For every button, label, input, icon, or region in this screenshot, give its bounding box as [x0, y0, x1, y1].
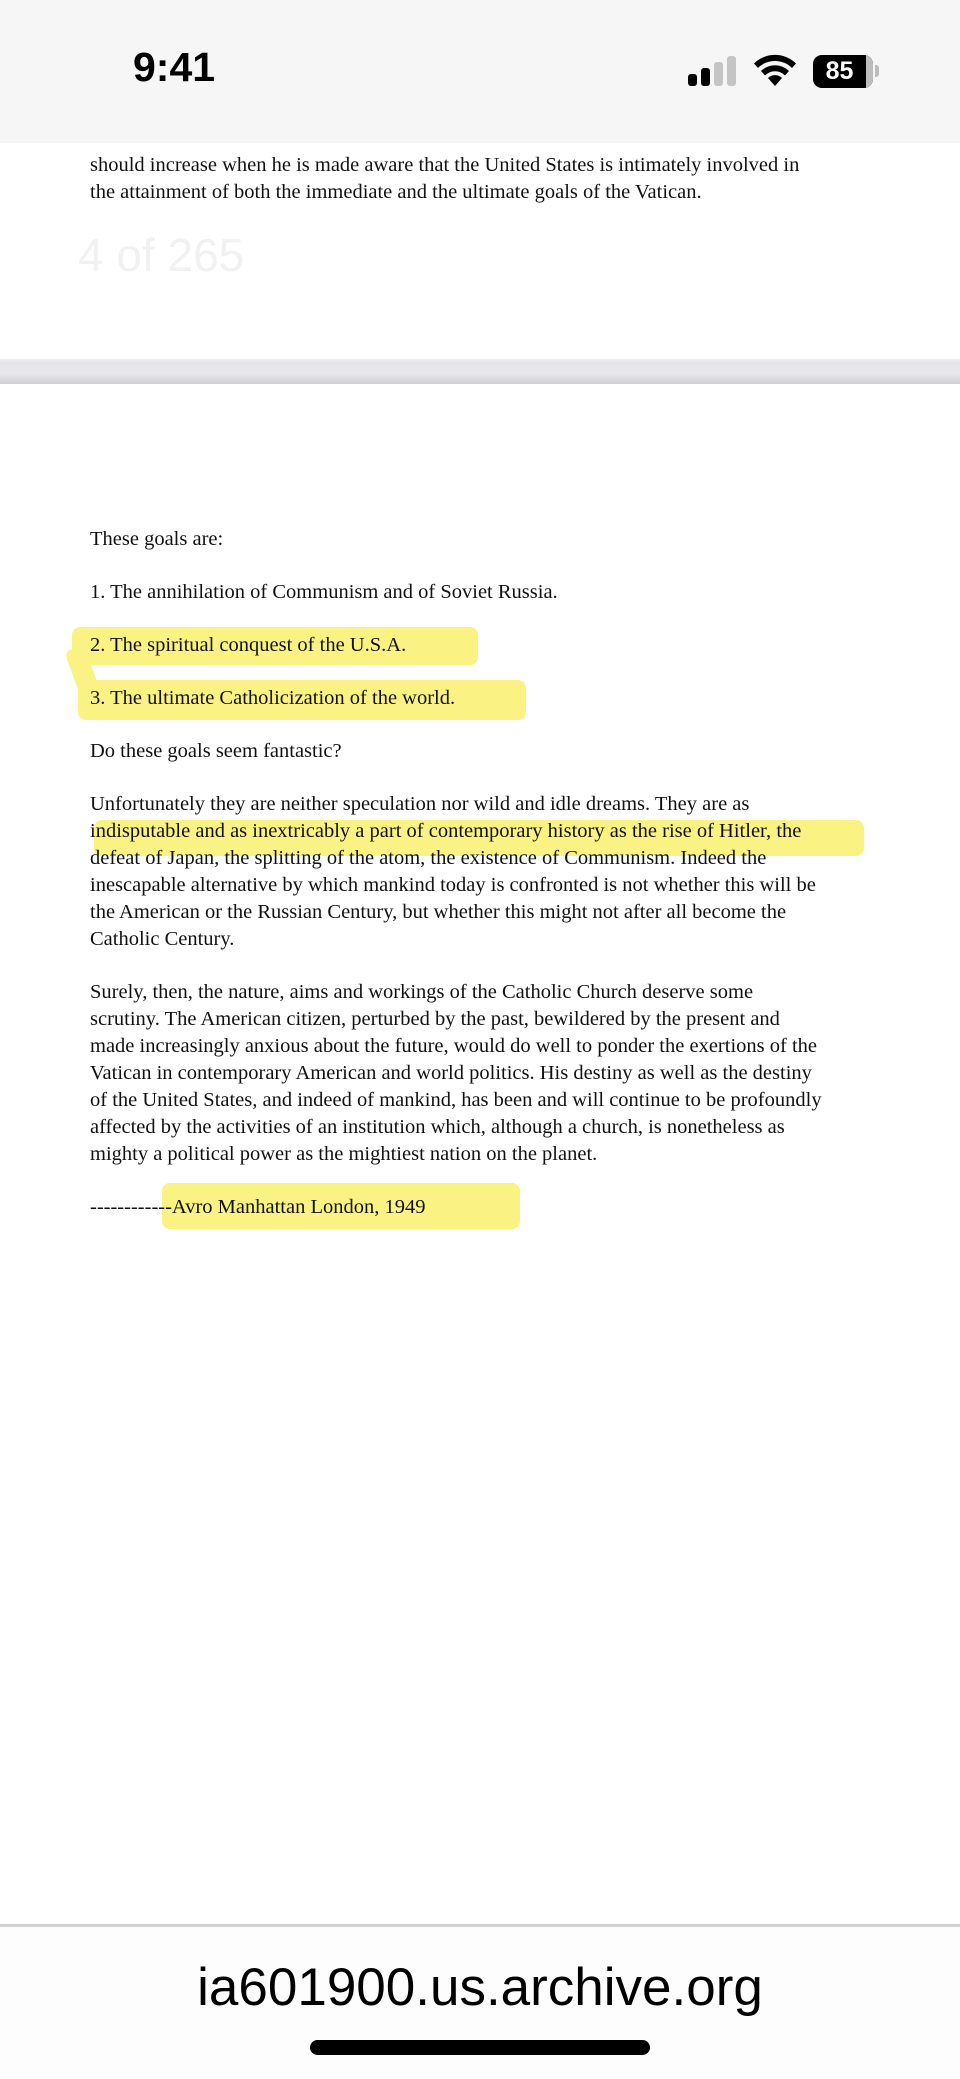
page-text [90, 526, 920, 1221]
text-line: the American or the Russian Century, but whether this might not after all become the [90, 901, 787, 923]
text-line: mighty a political power as the mightiest nation on the planet. [90, 1143, 598, 1165]
url-display[interactable]: ia601900.us.archive.org [197, 1958, 763, 2017]
highlighted-text: ndisputable and as inextricably a part of contemporary history as the rise of Hitler, [95, 820, 772, 842]
battery-percent: 85 [825, 57, 854, 85]
attribution-text: Avro Manhattan London, 1949 [171, 1196, 426, 1218]
text-line: made increasingly anxious about the future, would do well to ponder the exertions of the [90, 1035, 817, 1057]
page-indicator: 4 of 265 [78, 229, 245, 281]
goal-item-highlighted [90, 632, 920, 659]
text-line: should increase when he is made aware that the United States is intimately involved in [90, 154, 800, 176]
page-text [90, 152, 920, 206]
signal-bar [688, 74, 697, 86]
signal-bar [701, 68, 710, 86]
cellular-signal-icon [688, 56, 738, 86]
text-line: of the United States, and indeed of mankind, has been and will continue to be profoundly [90, 1089, 822, 1111]
goals-intro: These goals are: [90, 528, 224, 550]
text-line: affected by the activities of an institution which, although a church, is nonetheless as [90, 1116, 785, 1138]
text-line: the attainment of both the immediate and the ultimate goals of the Vatican. [90, 181, 702, 203]
question-line: Do these goals seem fantastic? [90, 740, 342, 762]
status-time: 9:41 [133, 44, 216, 90]
signal-bar [714, 62, 723, 86]
pdf-page-current [0, 384, 960, 1924]
text-fragment: the [771, 820, 802, 842]
text-line: defeat of Japan, the splitting of the atom, the existence of Communism. Indeed the [90, 847, 767, 869]
address-bar[interactable] [0, 1927, 960, 2079]
text-fragment: i [90, 820, 96, 842]
battery-empty-segment [866, 55, 873, 88]
text-line: Unfortunately they are neither speculation nor wild and idle dreams. They are as [90, 793, 750, 815]
text-line: Catholic Century. [90, 928, 235, 950]
text-line-highlighted [90, 818, 920, 845]
battery-tip [875, 65, 879, 77]
goal-text: 2. The spiritual conquest of the U.S.A. [90, 634, 407, 656]
page-separator [0, 359, 960, 384]
home-indicator[interactable] [310, 2040, 650, 2055]
wifi-icon [753, 54, 797, 88]
attribution-dashes: ------------ [90, 1196, 172, 1218]
battery-icon [813, 55, 873, 88]
goal-item-highlighted [90, 685, 920, 712]
text-line: Vatican in contemporary American and world politics. His destiny as well as the destiny [90, 1062, 812, 1084]
goal-item: 1. The annihilation of Communism and of Soviet Russia. [90, 581, 558, 603]
status-bar [0, 0, 960, 143]
attribution-line [90, 1194, 920, 1221]
text-line: Surely, then, the nature, aims and workings of the Catholic Church deserve some [90, 981, 754, 1003]
goal-text: 3. The ultimate Catholicization of the world. [90, 687, 456, 709]
text-line: scrutiny. The American citizen, perturbed by the past, bewildered by the present and [90, 1008, 780, 1030]
text-line: inescapable alternative by which mankind today is confronted is not whether this will be [90, 874, 816, 896]
signal-bar [727, 56, 736, 86]
